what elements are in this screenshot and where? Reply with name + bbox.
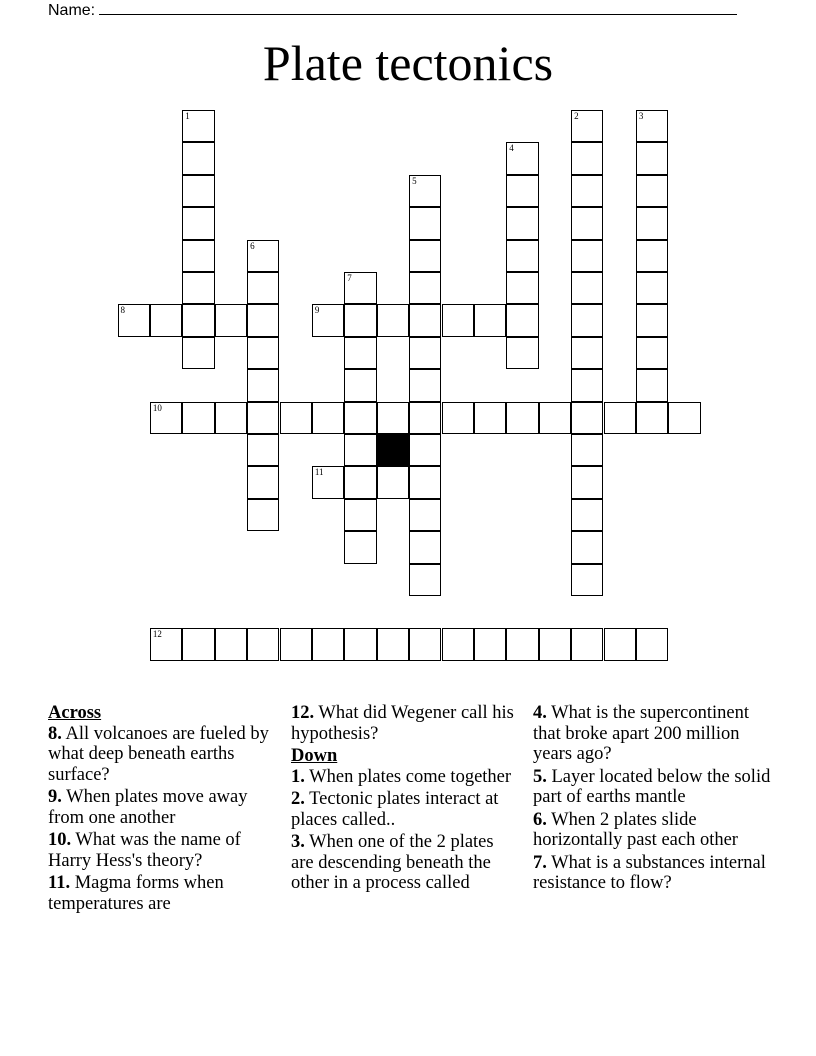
grid-cell[interactable] — [636, 110, 668, 142]
clue-number: 9. — [48, 787, 62, 807]
clue-text: What did Wegener call his hypothesis? — [291, 703, 514, 744]
grid-cell[interactable] — [474, 304, 506, 336]
cell-number: 9 — [314, 305, 320, 316]
grid-cell[interactable] — [442, 402, 474, 434]
grid-cell[interactable] — [604, 628, 636, 660]
cell-number: 2 — [574, 111, 579, 121]
grid-cell[interactable] — [506, 628, 538, 660]
cell-number: 8 — [120, 305, 125, 316]
clue-number: 10. — [48, 830, 72, 850]
grid-cell[interactable] — [247, 304, 279, 336]
grid-cell[interactable] — [182, 628, 214, 660]
grid-cell[interactable] — [442, 628, 474, 660]
grid-cell[interactable] — [215, 304, 247, 336]
grid-cell[interactable] — [506, 337, 538, 369]
clue-text: Magma forms when temperatures are — [48, 873, 224, 914]
grid-cell[interactable] — [571, 304, 603, 336]
grid-cell[interactable] — [247, 628, 279, 660]
grid-cell[interactable] — [409, 402, 441, 434]
grid-cell[interactable] — [636, 369, 668, 401]
grid-cell[interactable] — [539, 402, 571, 434]
grid-cell[interactable] — [636, 175, 668, 207]
clue-across-12 — [291, 703, 516, 744]
cell-number: 1 — [185, 111, 190, 121]
cell-number: 6 — [250, 240, 255, 251]
cell-number: 11 — [314, 467, 324, 478]
grid-cell[interactable] — [571, 337, 603, 369]
grid-cell[interactable] — [636, 207, 668, 239]
grid-cell[interactable] — [377, 402, 409, 434]
clue-number: 4. — [533, 703, 547, 723]
grid-cell[interactable] — [409, 337, 441, 369]
clue-text: When plates move away from one another — [48, 787, 248, 828]
clues-column-2 — [291, 703, 516, 896]
grid-cell[interactable] — [150, 402, 182, 434]
grid-cell[interactable] — [409, 531, 441, 563]
cell-number: 10 — [152, 402, 162, 413]
grid-cell[interactable] — [409, 304, 441, 336]
clues-column-3 — [533, 703, 778, 896]
grid-cell[interactable] — [182, 110, 214, 142]
clue-across-11 — [48, 873, 273, 914]
grid-cell[interactable] — [247, 466, 279, 498]
grid-cell[interactable] — [215, 402, 247, 434]
grid-cell[interactable] — [344, 272, 376, 304]
grid-cell[interactable] — [344, 369, 376, 401]
grid-cell[interactable] — [506, 175, 538, 207]
clue-down-2 — [291, 789, 516, 830]
grid-cell[interactable] — [344, 434, 376, 466]
grid-cell[interactable] — [150, 304, 182, 336]
clue-text: When one of the 2 plates are descending beneath the other in a process called — [291, 832, 494, 893]
name-label: Name: — [48, 2, 96, 19]
cell-number: 5 — [412, 175, 417, 186]
cell-number: 4 — [509, 143, 514, 154]
grid-cell[interactable] — [506, 272, 538, 304]
clue-across-8 — [48, 724, 273, 786]
clue-across-10 — [48, 830, 273, 871]
clue-number: 7. — [533, 852, 547, 873]
clue-number: 6. — [533, 809, 547, 830]
grid-cell[interactable] — [247, 369, 279, 401]
grid-cell[interactable] — [539, 628, 571, 660]
grid-cell[interactable] — [636, 272, 668, 304]
grid-cell[interactable] — [377, 304, 409, 336]
grid-cell[interactable] — [409, 175, 441, 207]
grid-cell[interactable] — [506, 142, 538, 174]
grid-cell[interactable] — [377, 628, 409, 660]
grid-cell[interactable] — [604, 402, 636, 434]
grid-cell[interactable] — [150, 628, 182, 660]
grid-cell[interactable] — [182, 240, 214, 272]
down-heading: Down — [291, 746, 338, 766]
grid-cell[interactable] — [571, 466, 603, 498]
grid-cell[interactable] — [182, 175, 214, 207]
grid-cell[interactable] — [636, 142, 668, 174]
grid-cell[interactable] — [409, 272, 441, 304]
grid-cell[interactable] — [344, 628, 376, 660]
clue-text: When 2 plates slide horizontally past each other — [533, 809, 738, 850]
cell-number: 3 — [638, 111, 644, 121]
grid-cell[interactable] — [636, 304, 668, 336]
grid-cell[interactable] — [182, 337, 214, 369]
grid-cell[interactable] — [182, 272, 214, 304]
grid-cell[interactable] — [636, 240, 668, 272]
clue-text: What was the name of Harry Hess's theory? — [48, 830, 241, 871]
grid-cell[interactable] — [215, 628, 247, 660]
grid-cell[interactable] — [506, 240, 538, 272]
grid-cell[interactable] — [506, 207, 538, 239]
grid-cell[interactable] — [182, 207, 214, 239]
clue-down-5 — [533, 767, 778, 808]
grid-cell[interactable] — [247, 434, 279, 466]
clue-text: When plates come together — [309, 766, 512, 787]
grid-cell[interactable] — [344, 402, 376, 434]
grid-cell[interactable] — [571, 142, 603, 174]
clue-down-7 — [533, 853, 778, 894]
grid-cell[interactable] — [571, 564, 603, 596]
grid-cell[interactable] — [377, 466, 409, 498]
clue-text: What is the supercontinent that broke apart 200 million years ago? — [533, 703, 749, 764]
grid-cell[interactable] — [247, 272, 279, 304]
grid-cell[interactable] — [409, 434, 441, 466]
grid-cell[interactable] — [636, 628, 668, 660]
clue-number: 11. — [48, 873, 71, 893]
grid-cell[interactable] — [409, 499, 441, 531]
grid-cell[interactable] — [409, 628, 441, 660]
across-heading: Across — [48, 703, 102, 723]
grid-cell[interactable] — [182, 142, 214, 174]
grid-cell[interactable] — [409, 240, 441, 272]
grid-cell[interactable] — [474, 402, 506, 434]
grid-cell[interactable] — [571, 434, 603, 466]
grid-cell[interactable] — [506, 304, 538, 336]
grid-cell[interactable] — [571, 402, 603, 434]
clue-down-4 — [533, 703, 778, 765]
clue-down-3 — [291, 832, 516, 894]
grid-cell[interactable] — [118, 304, 150, 336]
grid-cell[interactable] — [571, 272, 603, 304]
clue-number: 5. — [533, 766, 547, 787]
grid-cell[interactable] — [312, 628, 344, 660]
grid-cell[interactable] — [571, 207, 603, 239]
grid-cell[interactable] — [312, 466, 344, 498]
grid-cell[interactable] — [344, 337, 376, 369]
grid-black-cell — [377, 434, 409, 466]
grid-cell[interactable] — [571, 531, 603, 563]
clue-down-1 — [291, 767, 516, 788]
grid-cell[interactable] — [571, 110, 603, 142]
grid-cell[interactable] — [182, 402, 214, 434]
clue-down-6 — [533, 810, 778, 851]
grid-cell[interactable] — [312, 402, 344, 434]
clue-number: 1. — [291, 766, 305, 787]
grid-cell[interactable] — [636, 402, 668, 434]
grid-cell[interactable] — [571, 175, 603, 207]
grid-cell[interactable] — [636, 337, 668, 369]
grid-cell[interactable] — [571, 499, 603, 531]
clue-across-9 — [48, 787, 273, 828]
clue-number: 8. — [48, 723, 62, 744]
grid-cell[interactable] — [442, 304, 474, 336]
clue-number: 2. — [291, 789, 305, 809]
grid-cell[interactable] — [280, 628, 312, 660]
grid-cell[interactable] — [280, 402, 312, 434]
grid-cell[interactable] — [409, 207, 441, 239]
grid-cell[interactable] — [668, 402, 700, 434]
grid-cell[interactable] — [409, 466, 441, 498]
grid-cell[interactable] — [247, 337, 279, 369]
grid-cell[interactable] — [409, 369, 441, 401]
grid-cell[interactable] — [571, 369, 603, 401]
grid-cell[interactable] — [409, 564, 441, 596]
grid-cell[interactable] — [344, 499, 376, 531]
grid-cell[interactable] — [571, 240, 603, 272]
clue-text: What is a substances internal resistance to flow? — [533, 852, 766, 893]
grid-cell[interactable] — [344, 531, 376, 563]
clue-number: 3. — [291, 832, 305, 852]
grid-cell[interactable] — [344, 466, 376, 498]
cell-number: 12 — [152, 629, 162, 640]
grid-cell[interactable] — [247, 240, 279, 272]
clue-text: Layer located below the solid part of earths mantle — [533, 766, 771, 807]
grid-cell[interactable] — [571, 628, 603, 660]
clue-text: Tectonic plates interact at places called.. — [291, 789, 499, 830]
grid-cell[interactable] — [344, 304, 376, 336]
clue-text: All volcanoes are fueled by what deep beneath earths surface? — [48, 723, 269, 785]
grid-cell[interactable] — [506, 402, 538, 434]
grid-cell[interactable] — [247, 499, 279, 531]
grid-cell[interactable] — [182, 304, 214, 336]
clues-column-1 — [48, 703, 273, 916]
grid-cell[interactable] — [247, 402, 279, 434]
clue-number: 12. — [291, 703, 315, 723]
grid-cell[interactable] — [312, 304, 344, 336]
grid-cell[interactable] — [474, 628, 506, 660]
page-title: Plate tectonics — [262, 35, 554, 91]
cell-number: 7 — [347, 273, 352, 283]
